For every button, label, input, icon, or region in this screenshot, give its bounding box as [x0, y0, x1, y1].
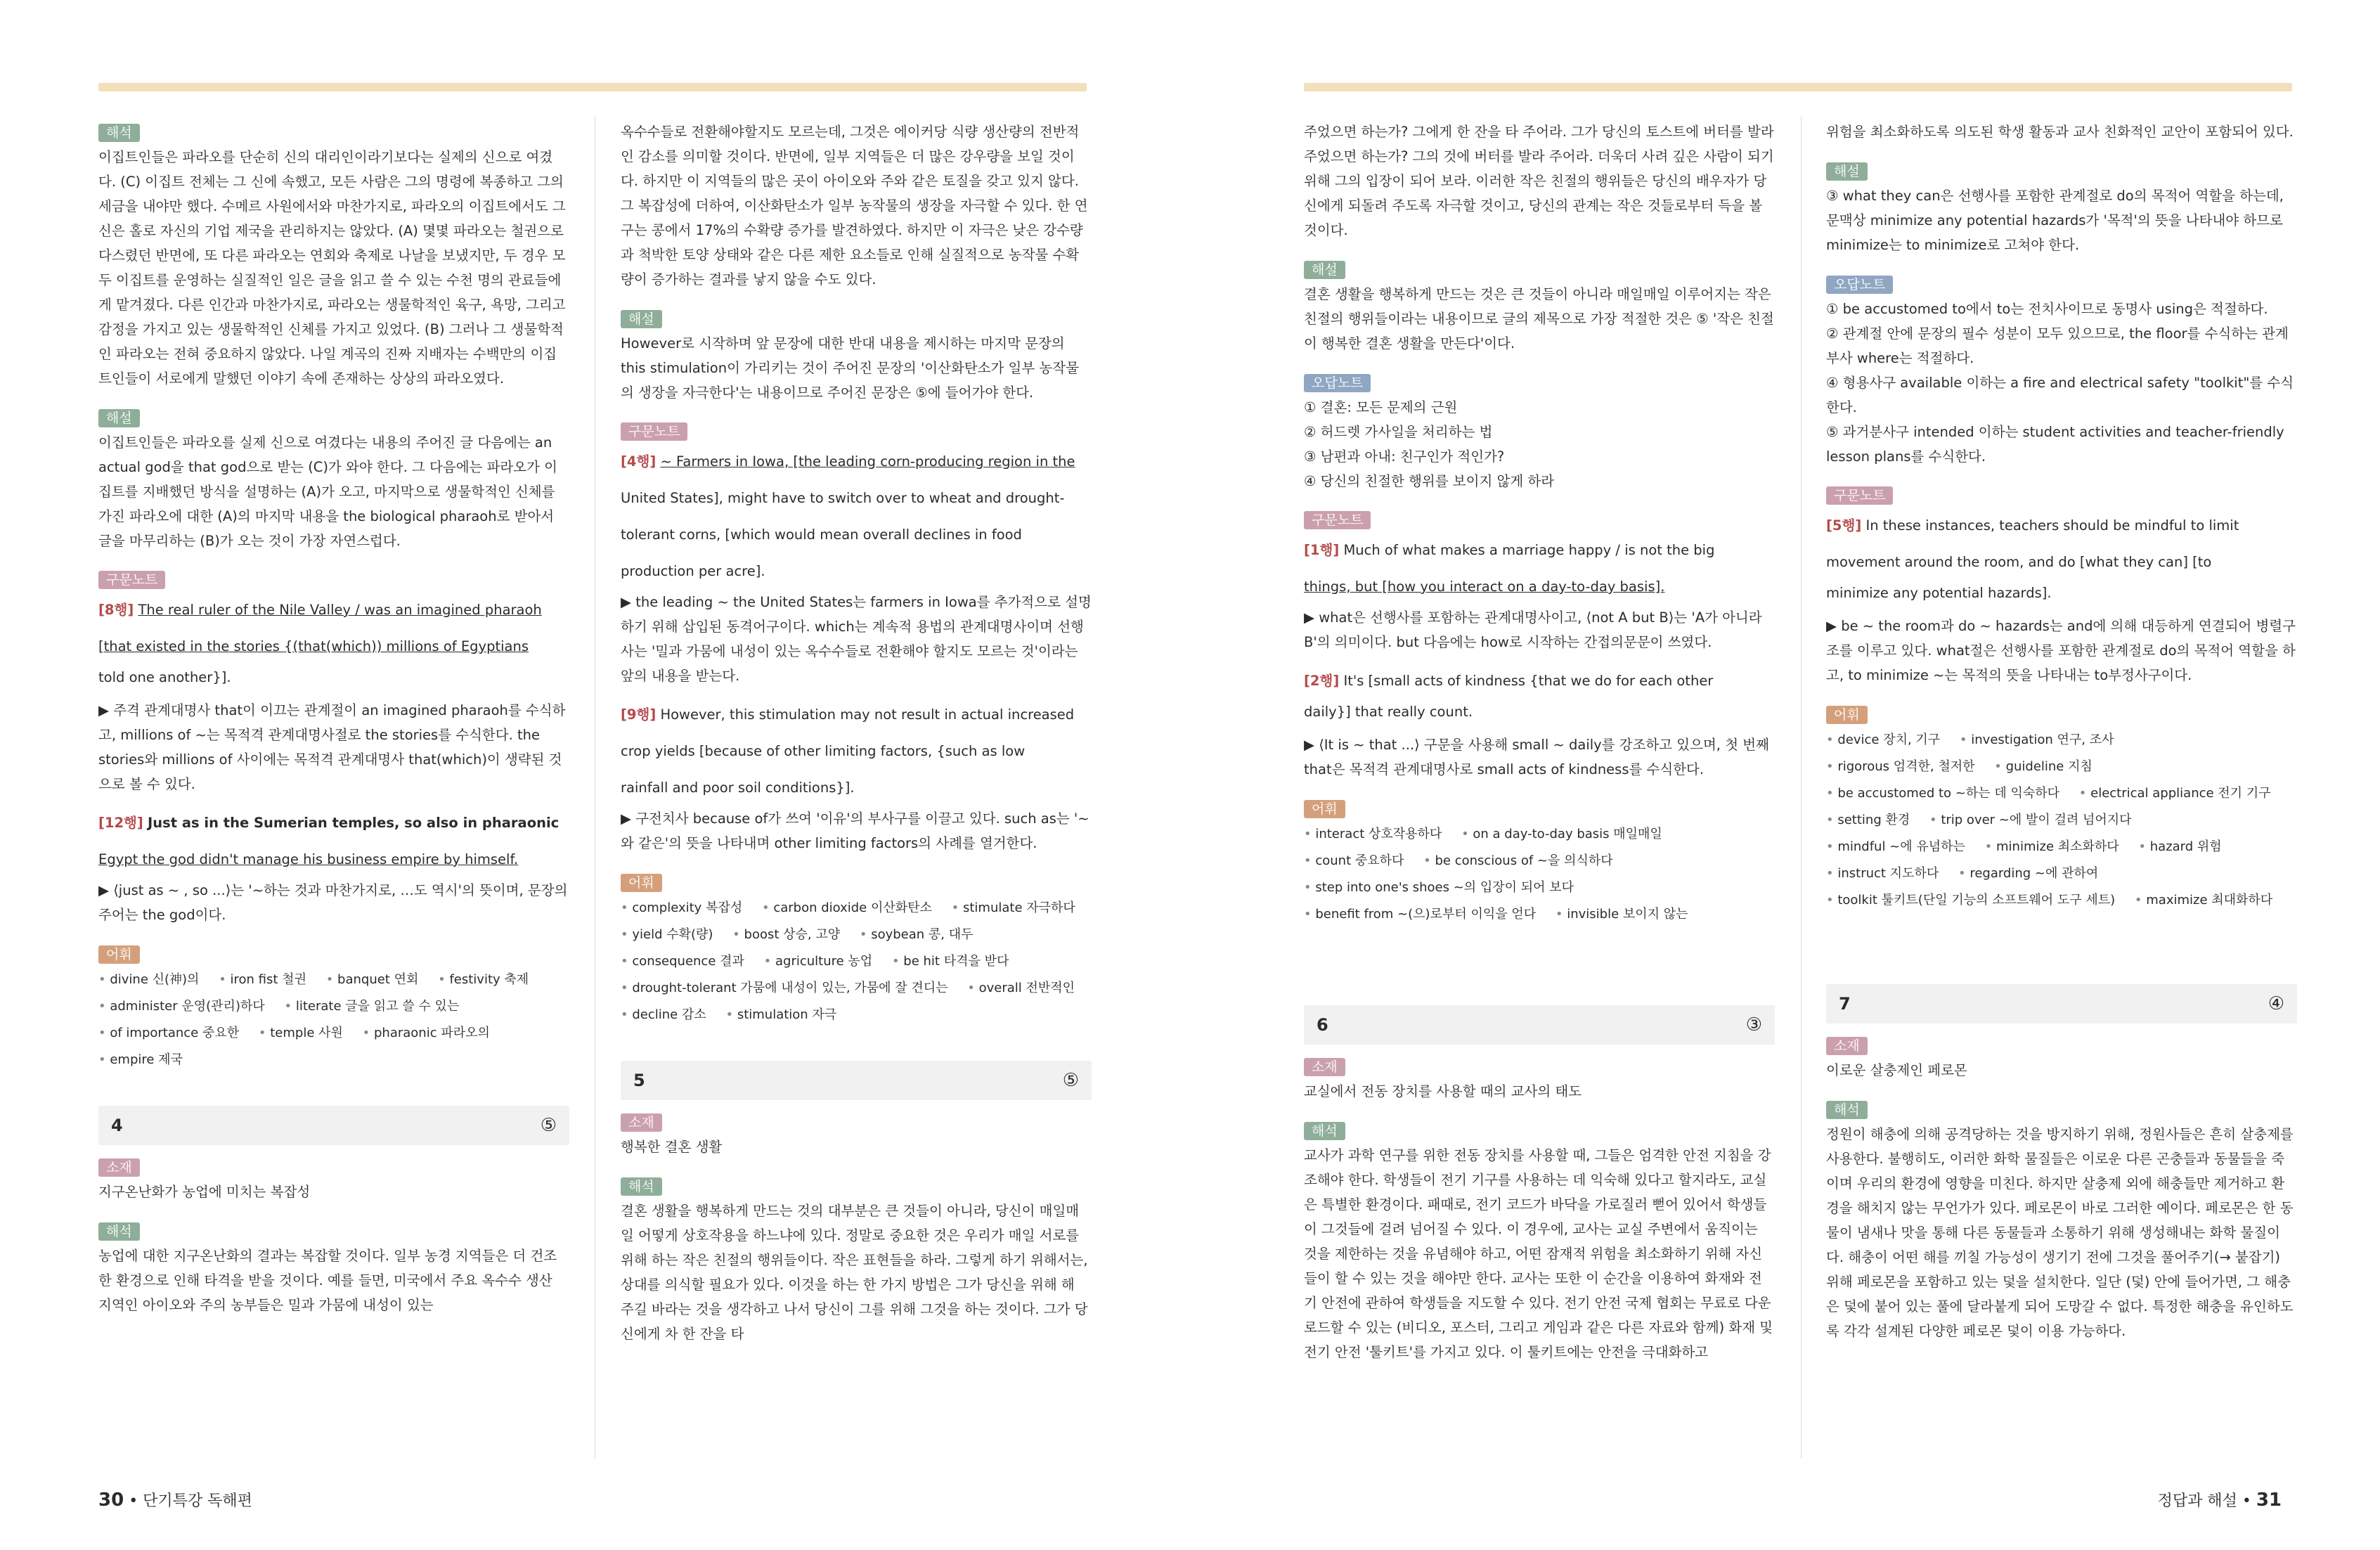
vocab-tag: 어휘	[1826, 706, 1868, 724]
vocab-item: • pharaonic 파라오의	[363, 1026, 490, 1040]
sentence-part: However, this stimulation may not result in actual increased	[660, 706, 1075, 723]
sentence-part: United States], might have to switch over to wheat and drought-	[621, 490, 1065, 506]
example-sentence-1b	[1304, 569, 1775, 605]
vocab-item: • of importance 중요한	[98, 1026, 239, 1040]
gumun-section	[1826, 483, 2297, 687]
example-sentence-2b	[621, 733, 1092, 770]
example-sentence-1	[98, 592, 569, 628]
answer-mark: ⑤	[1062, 1069, 1079, 1091]
sentence-part: Just as in the Sumerian temples, so also in pharaonic	[148, 815, 560, 831]
haeseok-section-5	[621, 1173, 1092, 1346]
question-number: 6	[1317, 1014, 1328, 1035]
vocab-item: • consequence 결과	[621, 954, 744, 969]
example-sentence-2	[621, 697, 1092, 733]
haeseok-text: 교사가 과학 연구를 위한 전동 장치를 사용할 때, 그들은 엄격한 안전 지침을 강조해야 한다. 학생들이 전기 기구를 사용하는 데 익숙해 있다고 할지라도, 교실은 특별한 환경이다. 패때로, 전기 코드가 바닥을 가로질러 뻗어 있어서 학생들이 그것들에 걸려 넘어질 수 있다. 이 경우에, 교사는 교실 주변에서 움직이는 것을 제한하는 것을 유념해야 하고, 어떤 잠재적 위험을 최소화하기 위해 자신들이 할 수 있는 것을 해야만 한다. 교사는 또한 이 순간을 이용하여 화재와 전기 안전에 관하여 학생들을 지도할 수 있다. 전기 안전 국제 협회는 무료로 다운로드할 수 있는 (비디오, 포스터, 그리고 게임과 같은 다른 자료와 함께) 화재 및 전기 안전 '툴키트'를 가지고 있다. 이 툴키트에는 안전을 극대화하고	[1304, 1147, 1773, 1360]
vocab-item: • hazard 위험	[2138, 839, 2221, 854]
page-number: 30	[98, 1490, 124, 1511]
sentence-part: Much of what makes a marriage happy / is not the big	[1343, 542, 1715, 558]
sojae-tag: 소재	[98, 1158, 140, 1177]
haeseol-tag: 해설	[621, 310, 662, 328]
haeseol-text: However로 시작하며 앞 문장에 대한 반대 내용을 제시하는 마지막 문장의 this stimulation이 가리키는 것이 주어진 문장의 '이산화탄소가 일부 농작물의 생장을 자극한다'는 내용이므로 주어진 문장은 ⑤에 들어가야 한다.	[621, 335, 1079, 401]
vocab-item: • banquet 연회	[326, 972, 419, 987]
vocab-item: • step into one's shoes ~의 입장이 되어 보다	[1304, 880, 1574, 895]
sentence-part: [that existed in the stories {(that(which)) millions of Egyptians	[98, 638, 529, 654]
gumun-tag: 구문노트	[1304, 511, 1371, 529]
haeseol-section	[621, 306, 1092, 405]
footer-right	[2158, 1489, 2282, 1511]
vocab-item: • complexity 복잡성	[621, 900, 742, 915]
vocab-section	[621, 870, 1092, 1028]
sojae-tag: 소재	[1826, 1037, 1868, 1055]
left-page-column-1	[98, 120, 569, 1331]
haeseok-text: 위험을 최소화하도록 의도된 학생 활동과 교사 친화적인 교안이 포함되어 있다.	[1826, 124, 2294, 140]
line-ref: [4행]	[621, 453, 657, 470]
question-header-6	[1304, 1005, 1775, 1045]
haeseok-text: 정원이 해충에 의해 공격당하는 것을 방지하기 위해, 정원사들은 흔히 살충제를 사용한다. 불행히도, 이러한 화학 물질들은 이로운 다른 곤충들과 동물들을 죽이며 우리의 환경에 영향을 미친다. 하지만 살충제 외에 해충들만 제거하고 환경을 해치지 않는 무언가가 있다. 페로몬이 바로 그러한 예이다. 페로몬은 한 동물이 냄새나 맛을 통해 다른 동물들과 소통하기 위해 생성해내는 화학 물질이다. 해충이 어떤 해를 끼칠 가능성이 생기기 전에 그것을 풀어주기(→ 붙잡기) 위해 페로몬을 포함하고 있는 덫을 설치한다. 일단 (덫) 안에 들어가면, 그 해충은 덫에 붙어 있는 풀에 달라붙게 되어 도망갈 수 없다. 특정한 해충을 유인하도록 각각 설계된 다양한 페로몬 덫이 이용 가능하다.	[1826, 1126, 2294, 1339]
vocab-section	[1304, 796, 1775, 928]
vocab-tag: 어휘	[1304, 800, 1345, 818]
sojae-text: 이로운 살충제인 페로몬	[1826, 1062, 1967, 1078]
answer-mark: ⑤	[540, 1114, 557, 1136]
vocab-list	[98, 967, 569, 1073]
haeseok-section	[98, 120, 569, 391]
question-header-5	[621, 1061, 1092, 1100]
example-sentence-1b	[1826, 544, 2297, 581]
answer-mark: ③	[1745, 1014, 1762, 1035]
vocab-item: • yield 수확(량)	[621, 927, 713, 942]
line-ref: [5행]	[1826, 517, 1862, 534]
example-sentence-1c	[621, 517, 1092, 553]
line-ref: [9행]	[621, 706, 657, 723]
vocab-item: • mindful ~에 유념하는	[1826, 839, 1965, 854]
vocab-list	[1826, 727, 2297, 914]
vocab-item: • interact 상호작용하다	[1304, 827, 1442, 841]
vocab-item: • instruct 지도하다	[1826, 866, 1939, 881]
vocab-item: • empire 제국	[98, 1052, 183, 1067]
sojae-section	[1826, 1033, 2297, 1083]
vocab-item: • be accustomed to ~하는 데 익숙하다	[1826, 786, 2059, 801]
haeseol-tag: 해설	[1304, 261, 1345, 279]
odap-item: ④ 당신의 친절한 행위를 보이지 않게 하라	[1304, 473, 1555, 489]
line-ref: [12행]	[98, 815, 143, 831]
gumun-section	[1304, 508, 1775, 782]
haeseol-text: 이집트인들은 파라오를 실제 신으로 여겼다는 내용의 주어진 글 다음에는 an actual god을 that god으로 받는 (C)가 와야 한다. 그 다음에는 파라오가 이집트를 지배했던 방식을 설명하는 (A)가 오고, 마지막으로 생물학적인 신체를 가진 파라오에 대한 (A)의 마지막 내용을 the biological pharaoh로 받아서 글을 마무리하는 (B)가 오는 것이 가장 자연스럽다.	[98, 434, 557, 549]
vocab-item: • soybean 콩, 대두	[860, 927, 974, 942]
example-sentence-1b	[621, 480, 1092, 517]
odap-item: ④ 형용사구 available 이하는 a fire and electrical safety "toolkit"를 수식한다.	[1826, 375, 2294, 415]
sentence-part: minimize any potential hazards].	[1826, 585, 2052, 601]
vocab-item: • investigation 연구, 조사	[1960, 732, 2114, 747]
example-sentence-1	[1826, 508, 2297, 544]
odap-section	[1304, 370, 1775, 493]
line-ref: [1행]	[1304, 542, 1340, 558]
haeseok-text: 주었으면 하는가? 그에게 한 잔을 타 주어라. 그가 당신의 토스트에 버터를 발라 주었으면 하는가? 그의 것에 버터를 발라 주어라. 더욱더 사려 깊은 사람이 되기 위해 그의 입장이 되어 보라. 이러한 작은 친절의 행위들은 당신의 배우자가 당신에게 되돌려 주도록 자극할 것이고, 당신의 관계는 작은 것들로부터 득을 볼 것이다.	[1304, 124, 1774, 238]
gumun-section	[621, 419, 1092, 855]
vocab-item: • be hit 타격을 받다	[892, 954, 1009, 969]
sojae-text: 교실에서 전동 장치를 사용할 때의 교사의 태도	[1304, 1083, 1582, 1099]
line-ref: [8행]	[98, 602, 134, 618]
top-rule-right	[1304, 83, 2292, 91]
grammar-note-1: ▶ 주격 관계대명사 that이 이끄는 관계절이 an imagined pharaoh를 수식하고, millions of ~는 목적격 관계대명사절로 the stories를 수식한다. the stories와 millions of 사이에는 목적격 관계대명사 that(which)이 생략된 것으로 볼 수 있다.	[98, 702, 566, 792]
haeseok-continued	[621, 120, 1092, 292]
sentence-part: movement around the room, and do [what they can] [to	[1826, 554, 2212, 570]
example-sentence-1c	[98, 665, 569, 690]
vocab-item: • be conscious of ~을 의식하다	[1423, 853, 1613, 868]
odap-item: ① be accustomed to에서 to는 전치사이므로 동명사 using은 적절하다.	[1826, 301, 2268, 317]
haeseol-text: ③ what they can은 선행사를 포함한 관계절로 do의 목적어 역할을 하는데, 문맥상 minimize any potential hazards가 '목적'의 뜻을 나타내야 하므로 minimize는 to minimize로 고쳐야 한다.	[1826, 188, 2284, 253]
vocab-item: • administer 운영(관리)하다	[98, 999, 265, 1014]
top-rule-left	[98, 83, 1087, 91]
haeseol-section	[98, 405, 569, 553]
sentence-part: told one another}].	[98, 669, 231, 685]
haeseok-tag: 해석	[1826, 1101, 1868, 1119]
gumun-tag: 구문노트	[621, 422, 687, 441]
vocab-item: • decline 감소	[621, 1007, 706, 1022]
haeseok-text: 농업에 대한 지구온난화의 결과는 복잡할 것이다. 일부 농경 지역들은 더 건조한 환경으로 인해 타격을 받을 것이다. 예를 들면, 미국에서 주요 옥수수 생산 지역인 아이오와 주의 농부들은 밀과 가뭄에 내성이 있는	[98, 1248, 557, 1313]
gumun-tag: 구문노트	[1826, 486, 1893, 505]
gumun-section	[98, 567, 569, 927]
page-number: 31	[2256, 1490, 2282, 1511]
sentence-part: ~ Farmers in Iowa, [the leading corn-producing region in the	[660, 453, 1075, 470]
grammar-note-1: ▶ the leading ~ the United States는 farmers in Iowa를 추가적으로 설명하기 위해 삽입된 동격어구이다. which는 계속적 용법의 관계대명사이며 선행사는 '밀과 가뭄에 내성이 있는 옥수수들로 전환해야 할지도 모르는 것'이라는 앞의 내용을 받는다.	[621, 594, 1092, 684]
vocab-item: • maximize 최대화하다	[2135, 893, 2272, 908]
vocab-tag: 어휘	[98, 945, 140, 964]
odap-item: ② 관계절 안에 문장의 필수 성분이 모두 있으므로, the floor를 수식하는 관계부사 where는 적절하다.	[1826, 325, 2289, 366]
sojae-section	[621, 1110, 1092, 1159]
example-sentence-1d	[621, 553, 1092, 590]
sentence-part: In these instances, teachers should be mindful to limit	[1865, 517, 2239, 534]
haeseok-continued	[1826, 120, 2297, 144]
example-sentence-1	[621, 444, 1092, 480]
odap-tag: 오답노트	[1826, 276, 1893, 294]
haeseol-tag: 해설	[98, 409, 140, 427]
vocab-item: • stimulation 자극	[725, 1007, 836, 1022]
bullet-separator: •	[129, 1492, 138, 1510]
vocab-item: • guideline 지침	[1994, 759, 2093, 774]
bullet-separator: •	[2242, 1492, 2251, 1510]
haeseok-tag: 해석	[1304, 1122, 1345, 1140]
haeseol-tag: 해설	[1826, 162, 1868, 181]
haeseok-tag: 해석	[621, 1177, 662, 1196]
vocab-item: • regarding ~에 관하여	[1958, 866, 2098, 881]
sentence-part: tolerant corns, [which would mean overall declines in food	[621, 527, 1022, 543]
vocab-list	[1304, 821, 1775, 928]
grammar-note-2: ▶ ⟨It is ~ that ...⟩ 구문을 사용해 small ~ daily를 강조하고 있으며, 첫 번째 that은 목적격 관계대명사로 small acts of kindness를 수식한다.	[1304, 737, 1769, 777]
section-title: 정답과 해설	[2157, 1492, 2237, 1510]
vocab-item: • literate 글을 읽고 쓸 수 있는	[284, 999, 459, 1014]
line-ref: [2행]	[1304, 673, 1340, 689]
haeseol-section	[1304, 257, 1775, 356]
odap-section	[1826, 271, 2297, 469]
right-page-column-1	[1304, 120, 1775, 1378]
answer-mark: ④	[2268, 993, 2284, 1014]
vocab-item: • device 장치, 기구	[1826, 732, 1940, 747]
vocab-item: • benefit from ~(으)로부터 이익을 얻다	[1304, 907, 1536, 922]
sentence-part: crop yields [because of other limiting factors, {such as low	[621, 743, 1026, 759]
sentence-part: The real ruler of the Nile Valley / was an imagined pharaoh	[138, 602, 542, 618]
haeseok-tag: 해석	[98, 1222, 140, 1241]
vocab-item: • boost 상승, 고양	[732, 927, 840, 942]
question-header-7	[1826, 984, 2297, 1023]
vocab-item: • on a day-to-day basis 매일매일	[1461, 827, 1662, 841]
sojae-text: 지구온난화가 농업에 미치는 복잡성	[98, 1184, 311, 1200]
column-divider-right	[1801, 116, 1802, 1459]
sojae-section	[1304, 1054, 1775, 1104]
haeseok-section-4	[98, 1218, 569, 1317]
right-page-column-2	[1826, 120, 2297, 1357]
example-sentence-2c	[621, 770, 1092, 806]
sojae-tag: 소재	[621, 1113, 662, 1132]
example-sentence-1	[1304, 532, 1775, 569]
left-page-column-2	[621, 120, 1092, 1360]
vocab-item: • iron fist 철권	[219, 972, 306, 987]
odap-item: ② 허드렛 가사일을 처리하는 법	[1304, 424, 1493, 440]
vocab-item: • temple 사원	[259, 1026, 343, 1040]
haeseol-text: 결혼 생활을 행복하게 만드는 것은 큰 것들이 아니라 매일매일 이루어지는 작은 친절의 행위들이라는 내용이므로 글의 제목으로 가장 적절한 것은 ⑤ '작은 친절이 행복한 결혼 생활을 만든다'이다.	[1304, 286, 1774, 351]
haeseok-section-7	[1826, 1097, 2297, 1343]
vocab-item: • setting 환경	[1826, 813, 1910, 827]
grammar-note-1: ▶ what은 선행사를 포함하는 관계대명사이고, ⟨not A but B⟩는 'A가 아니라 B'의 의미이다. but 다음에는 how로 시작하는 간접의문문이 쓰였다.	[1304, 609, 1762, 650]
sojae-tag: 소재	[1304, 1058, 1345, 1076]
question-number: 5	[633, 1070, 645, 1090]
example-sentence-2b	[98, 841, 569, 878]
odap-item: ③ 남편과 아내: 친구인가 적인가?	[1304, 448, 1505, 465]
example-sentence-2	[1304, 663, 1775, 699]
haeseok-text: 이집트인들은 파라오를 단순히 신의 대리인이라기보다는 실제의 신으로 여겼다. (C) 이집트 전체는 그 신에 속했고, 모든 사람은 그의 명령에 복종하고 그의 세금을 내야만 했다. 수메르 사원에서와 마찬가지로, 파라오의 이집트에서도 그 신은 홀로 자신의 기업 제국을 관리하지는 않았다. (A) 몇몇 파라오는 철권으로 다스렸던 반면에, 또 다른 파라오는 연회와 축제로 나날을 보냈지만, 두 경우 모두 이집트를 운영하는 실질적인 일은 글을 읽고 쓸 수 있는 수천 명의 관료들에게 맡겨졌다. 다른 인간과 마찬가지로, 파라오는 생물학적인 육구, 욕망, 그리고 감정을 가지고 있는 생물학적인 신체를 가지고 있었다. (B) 그러나 그 생물학적인 파라오는 전혀 중요하지 않았다. 나일 계곡의 진짜 지배자는 수백만의 이집트인들이 서로에게 말했던 이야기 속에 존재하는 상상의 파라오였다.	[98, 149, 566, 387]
odap-item: ① 결혼: 모든 문제의 근원	[1304, 399, 1458, 415]
haeseok-section-6	[1304, 1118, 1775, 1364]
grammar-note-2: ▶ 구전치사 because of가 쓰여 '이유'의 부사구를 이끌고 있다. such as는 '~와 같은'의 뜻을 나타내며 other limiting factors의 사례를 열거한다.	[621, 810, 1089, 851]
vocab-item: • divine 신(神)의	[98, 972, 199, 987]
odap-tag: 오답노트	[1304, 374, 1371, 392]
sentence-part: rainfall and poor soil conditions}].	[621, 780, 855, 796]
haeseol-section	[1826, 158, 2297, 257]
sentence-part: It's [small acts of kindness {that we do for each other	[1343, 673, 1714, 689]
grammar-note-1: ▶ be ~ the room과 do ~ hazards는 and에 의해 대등하게 연결되어 병렬구조를 이루고 있다. what절은 선행사를 포함한 관계절로 do의 목적어 역할을 하고, to minimize ~는 목적의 뜻을 나타내는 to부정사구이다.	[1826, 618, 2296, 683]
vocab-item: • agriculture 농업	[764, 954, 873, 969]
book-title: 단기특강 독해편	[143, 1492, 252, 1510]
vocab-item: • carbon dioxide 이산화탄소	[762, 900, 932, 915]
example-sentence-2	[98, 805, 569, 841]
footer-left	[98, 1489, 252, 1511]
question-header-4	[98, 1106, 569, 1145]
vocab-item: • invisible 보이지 않는	[1556, 907, 1688, 922]
vocab-list	[621, 895, 1092, 1028]
vocab-item: • electrical appliance 전기 기구	[2079, 786, 2271, 801]
question-number: 7	[1839, 993, 1851, 1014]
sentence-part: Egypt the god didn't manage his business empire by himself.	[98, 851, 519, 867]
vocab-section	[98, 941, 569, 1073]
example-sentence-1c	[1826, 581, 2297, 605]
vocab-item: • drought-tolerant 가뭄에 내성이 있는, 가뭄에 잘 견디는	[621, 981, 948, 995]
vocab-item: • trip over ~에 발이 걸려 넘어지다	[1929, 813, 2132, 827]
sojae-text: 행복한 결혼 생활	[621, 1139, 723, 1155]
haeseok-continued	[1304, 120, 1775, 243]
sentence-part: daily}] that really count.	[1304, 704, 1473, 720]
vocab-item: • overall 전반적인	[967, 981, 1075, 995]
odap-item: ⑤ 과거분사구 intended 이하는 student activities and teacher-friendly lesson plans를 수식한다.	[1826, 424, 2284, 465]
sentence-part: production per acre].	[621, 563, 765, 579]
haeseok-tag: 해석	[98, 124, 140, 142]
vocab-item: • stimulate 자극하다	[952, 900, 1075, 915]
vocab-tag: 어휘	[621, 874, 662, 892]
haeseok-text: 옥수수들로 전환해야할지도 모르는데, 그것은 에이커당 식량 생산량의 전반적인 감소를 의미할 것이다. 반면에, 일부 지역들은 더 많은 강우량을 보일 것이다. 하지만 이 지역들의 많은 곳이 아이오와 주와 같은 토질을 갖고 있지 않다. 그 복잡성에 더하여, 이산화탄소가 일부 농작물의 생장을 자극할 수 있다. 한 연구는 콩에서 17%의 수확량 증가를 발견하였다. 하지만 이 자극은 낮은 강수량과 척박한 토양 상태와 같은 다른 제한 요소들로 인해 실질적으로 농작물 수확량이 증가하는 결과를 낳지 않을 수도 있다.	[621, 124, 1088, 288]
sentence-part: things, but [how you interact on a day-to-day basis].	[1304, 579, 1665, 595]
grammar-note-2: ▶ ⟨just as ~ , so ...⟩는 '~하는 것과 마찬가지로, …도 역시'의 뜻이며, 문장의 주어는 the god이다.	[98, 882, 568, 923]
example-sentence-1b	[98, 628, 569, 665]
vocab-section	[1826, 702, 2297, 914]
question-number: 4	[111, 1115, 123, 1135]
example-sentence-2b	[1304, 699, 1775, 724]
vocab-item: • rigorous 엄격한, 철저한	[1826, 759, 1974, 774]
vocab-item: • toolkit 툴키트(단일 기능의 소프트웨어 도구 세트)	[1826, 893, 2115, 908]
vocab-item: • minimize 최소화하다	[1985, 839, 2119, 854]
vocab-item: • count 중요하다	[1304, 853, 1404, 868]
gumun-tag: 구문노트	[98, 571, 165, 589]
haeseok-text: 결혼 생활을 행복하게 만드는 것의 대부분은 큰 것들이 아니라, 당신이 매일매일 어떻게 상호작용을 하느냐에 있다. 정말로 중요한 것은 우리가 매일 서로를 위해 하는 작은 친절의 행위들이다. 작은 표현들을 하라. 그렇게 하기 위해서는, 상대를 의식할 필요가 있다. 이것을 하는 한 가지 방법은 그가 당신을 위해 해 주길 바라는 것을 생각하고 나서 당신이 그를 위해 그것을 하는 것이다. 그가 당신에게 차 한 잔을 타	[621, 1203, 1088, 1342]
sojae-section	[98, 1155, 569, 1204]
vocab-item: • festivity 축제	[438, 972, 529, 987]
